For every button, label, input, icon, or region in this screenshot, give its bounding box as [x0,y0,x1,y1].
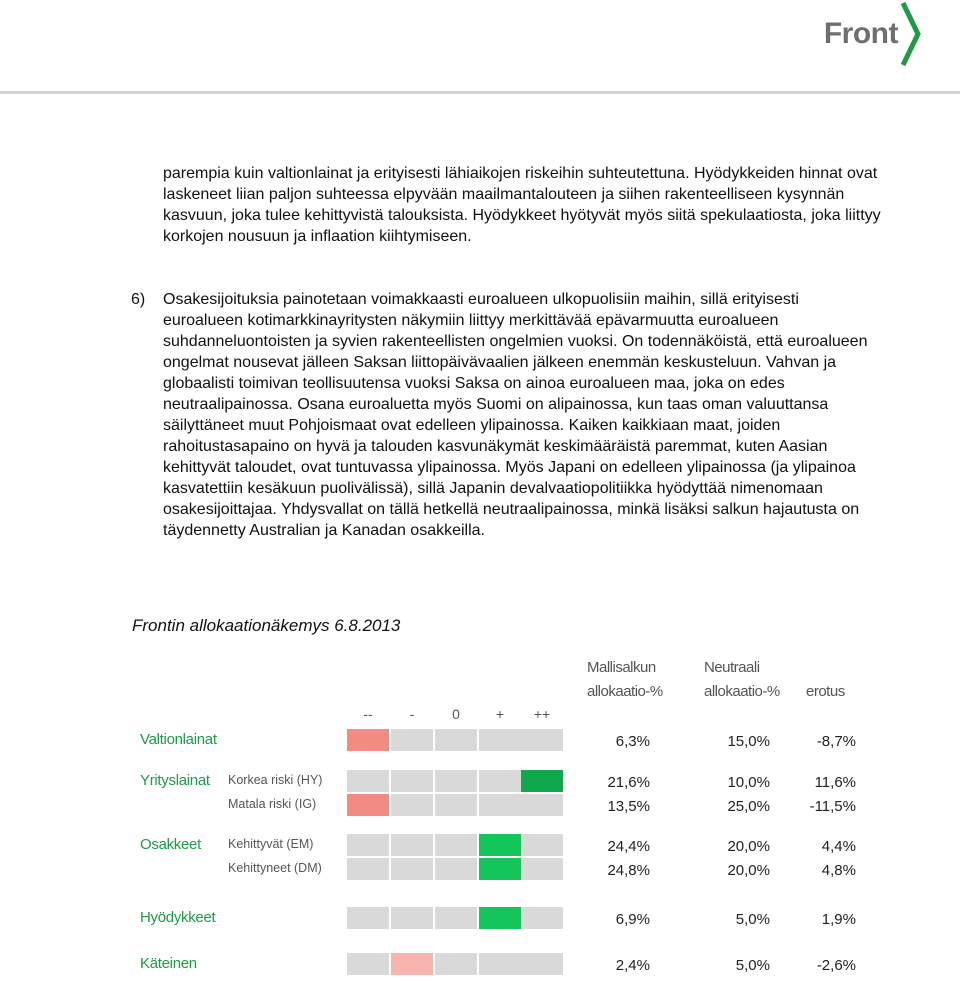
allocation-cell [435,907,477,929]
allocation-cell [435,834,477,856]
model-allocation-value: 2,4% [615,957,650,974]
neutral-allocation-value: 15,0% [727,733,770,750]
logo-text: Front [823,17,898,50]
difference-value: -8,7% [816,733,856,750]
scale-neutral: 0 [452,706,460,722]
difference-value: 4,8% [821,862,856,879]
allocation-cell [391,770,433,792]
difference-value: 11,6% [814,774,856,791]
allocation-cell [435,858,477,880]
header-neutral-line1: Neutraali [704,659,760,676]
allocation-cell [479,794,521,816]
neutral-allocation-value: 25,0% [727,798,770,815]
row-group-label: Osakkeet [140,836,201,853]
model-allocation-value: 13,5% [607,798,650,815]
neutral-allocation-value: 20,0% [727,862,770,879]
neutral-allocation-value: 5,0% [735,957,770,974]
model-allocation-value: 6,3% [615,733,650,750]
difference-value: 1,9% [821,911,856,928]
logo-chevron-icon [900,1,922,67]
model-allocation-value: 6,9% [615,911,650,928]
header-diff: erotus [806,683,845,700]
allocation-cell [391,858,433,880]
scale-positive: + [495,706,505,722]
allocation-cell [391,834,433,856]
allocation-cell [479,729,521,751]
row-sub-label: Korkea riski (HY) [228,773,323,787]
allocation-cell-selected [479,907,521,929]
difference-value: -11,5% [809,798,856,815]
allocation-cell-selected [347,729,389,751]
allocation-cell [521,858,563,880]
row-group-label: Käteinen [140,955,197,972]
allocation-cell [347,858,389,880]
allocation-cell [391,729,433,751]
allocation-cell [435,729,477,751]
difference-value: 4,4% [821,838,856,855]
neutral-allocation-value: 20,0% [727,838,770,855]
allocation-cell-selected [479,858,521,880]
allocation-cell [435,770,477,792]
allocation-cell [479,953,521,975]
scale-negative: - [409,706,415,722]
list-item-text: Osakesijoituksia painotetaan voimakkaasti euroalueen ulkopuolisiin maihin, sillä erityisesti euroalueen kotimarkkinayritysten näkymiin liittyy merkittävää epävarmuutta euroalueen suhdanneluontoisten ja syvien rakenteellisten ongelmien vuoksi. On todennäköistä, että euroalueen ongelmat nousevat jälleen Saksan liittopäivävaalien jälkeen enemmän keskusteluun. Vahvan ja globaalisti toimivan teollisuutensa vuoksi Saksa on ainoa euroalueen maa, joka on edes neutraalipainossa. Osana euroaluetta myös Suomi on alipainossa, kun taas oman valuuttansa säilyttäneet muut Pohjoismaat ovat edelleen ylipainossa. Kaiken kaikkiaan maat, joiden rahoitustasapaino on hyvä ja talouden kasvunäkymät keskimääräistä paremmat, kuten Aasian kehittyvät taloudet, ovat tuntuvassa ylipainossa. Myös Japani on edelleen ylipainossa (ja ylipainoa kasvatettiin kesäkuun puolivälissä), sillä Japanin devalvaatiopolitiikka hyödyttää nimenomaan osakesijoittajaa. Yhdysvallat on tällä hetkellä neutraalipainossa, minkä lisäksi salkun hajautusta on täydennetty Australian ja Kanadan osakkeilla. [163,291,868,539]
allocation-cell-selected [347,794,389,816]
allocation-cell [391,907,433,929]
model-allocation-value: 24,4% [607,838,650,855]
allocation-cell-selected [391,953,433,975]
allocation-cell [479,770,521,792]
allocation-cell-selected [521,770,563,792]
allocation-cell [435,794,477,816]
scale-strong-negative: -- [363,706,373,722]
allocation-cell [435,953,477,975]
header-model-line1: Mallisalkun [587,659,656,676]
allocation-cell [521,953,563,975]
row-group-label: Yrityslainat [140,772,210,789]
allocation-cell [347,770,389,792]
allocation-cell [347,834,389,856]
header-model-line2: allokaatio-% [587,683,663,700]
model-allocation-value: 21,6% [607,774,650,791]
allocation-cell [521,834,563,856]
row-sub-label: Matala riski (IG) [228,797,317,811]
neutral-allocation-value: 5,0% [735,911,770,928]
front-logo [824,2,922,66]
header-divider [0,91,960,94]
row-sub-label: Kehittyvät (EM) [228,837,314,851]
row-group-label: Valtionlainat [140,731,217,748]
row-group-label: Hyödykkeet [140,909,216,926]
scale-strong-positive: ++ [533,706,551,722]
header-neutral-line2: allokaatio-% [704,683,780,700]
allocation-cell [521,907,563,929]
allocation-cell [391,794,433,816]
allocation-cell [521,794,563,816]
allocation-cell [347,907,389,929]
row-sub-label: Kehittyneet (DM) [228,861,322,875]
allocation-title: Frontin allokaationäkemys 6.8.2013 [132,616,401,635]
allocation-cell [521,729,563,751]
difference-value: -2,6% [816,957,856,974]
model-allocation-value: 24,8% [607,862,650,879]
allocation-cell-selected [479,834,521,856]
allocation-cell [347,953,389,975]
neutral-allocation-value: 10,0% [727,774,770,791]
intro-paragraph: parempia kuin valtionlainat ja erityisesti lähiaikojen riskeihin suhteutettuna. Hyödykkeiden hinnat ovat laskeneet liian paljon suhteessa elpyvään maailmantalouteen ja siihen rakenteelliseen kysynnän kasvuun, joka tulee kehittyvistä talouksista. Hyödykkeet hyötyvät myös siitä spekulaatiosta, joka liittyy korkojen nousuun ja inflaation kiihtymiseen. [163,165,881,245]
list-number: 6) [131,291,146,308]
